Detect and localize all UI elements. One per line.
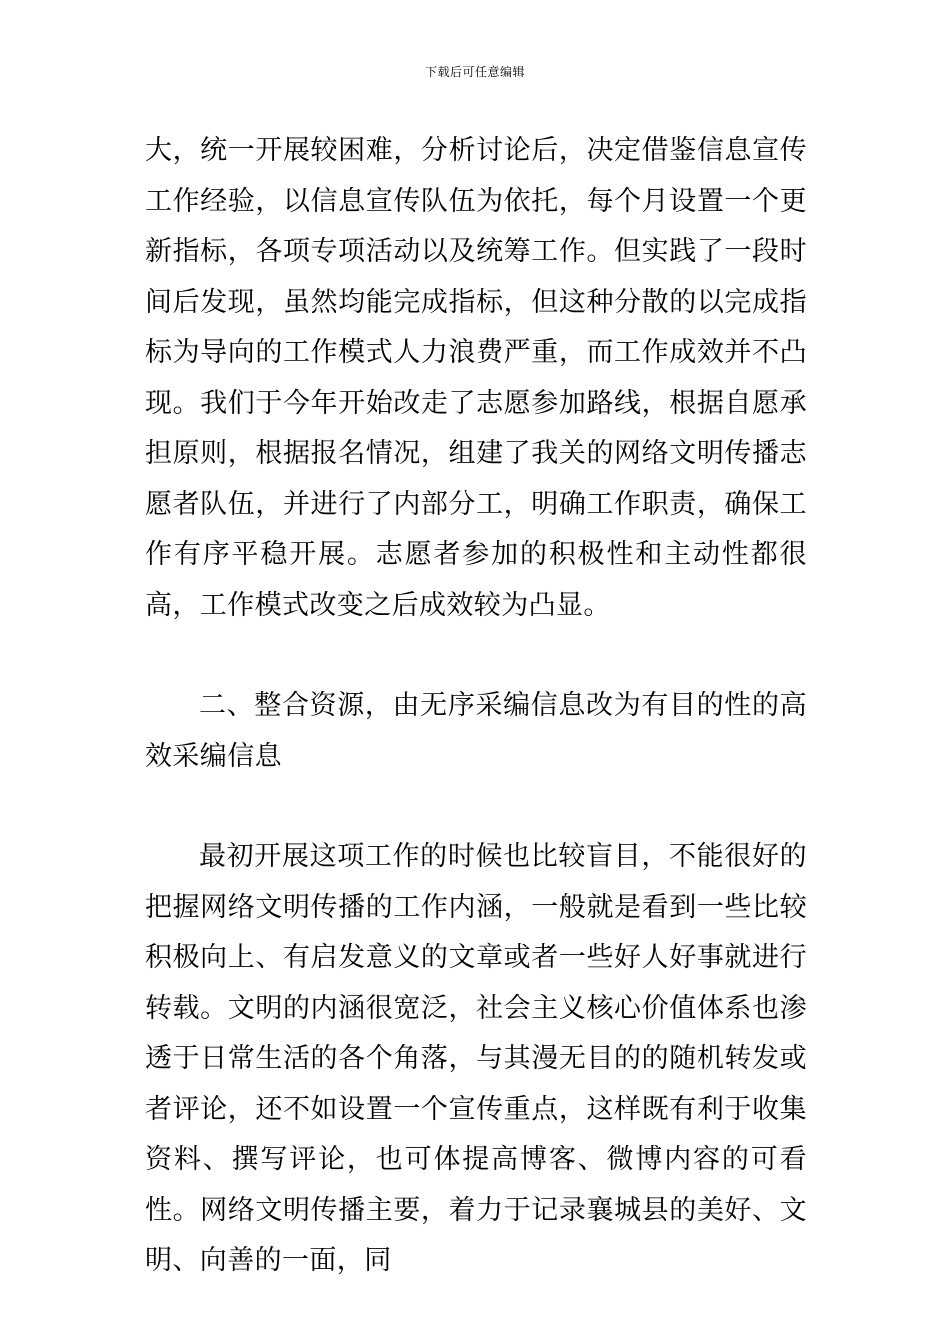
section-heading: 二、整合资源，由无序采编信息改为有目的性的高效采编信息 — [145, 690, 807, 772]
paragraph-gap — [145, 631, 807, 681]
page-header: 下载后可任意编辑 — [424, 65, 525, 79]
paragraph-body: 最初开展这项工作的时候也比较盲目，不能很好的把握网络文明传播的工作内涵，一般就是看到一些比较积极向上、有启发意义的文章或者一些好人好事就进行转载。文明的内涵很宽泛，社会主义核心价值体系也渗透于日常生活的各个角落，与其漫无目的的随机转发或者评论，还不如设置一个宣传重点，这样既有利于收集资料、撰写评论，也可体提高博客、微博内容的可看性。网络文明传播主要，着力于记录襄城县的美好、文明、向善的一面，同 — [145, 841, 807, 1276]
paragraph-continuation: 大，统一开展较困难，分析讨论后，决定借鉴信息宣传工作经验，以信息宣传队伍为依托，每个月设置一个更新指标，各项专项活动以及统筹工作。但实践了一段时间后发现，虽然均能完成指标，但这种分散的以完成指标为导向的工作模式人力浪费严重，而工作成效并不凸现。我们于今年开始改走了志愿参加路线，根据自愿承担原则，根据报名情况，组建了我关的网络文明传播志愿者队伍，并进行了内部分工，明确工作职责，确保工作有序平稳开展。志愿者参加的积极性和主动性都很高，工作模式改变之后成效较为凸显。 — [145, 135, 807, 621]
document-body — [145, 126, 807, 1287]
paragraph-gap — [145, 782, 807, 832]
